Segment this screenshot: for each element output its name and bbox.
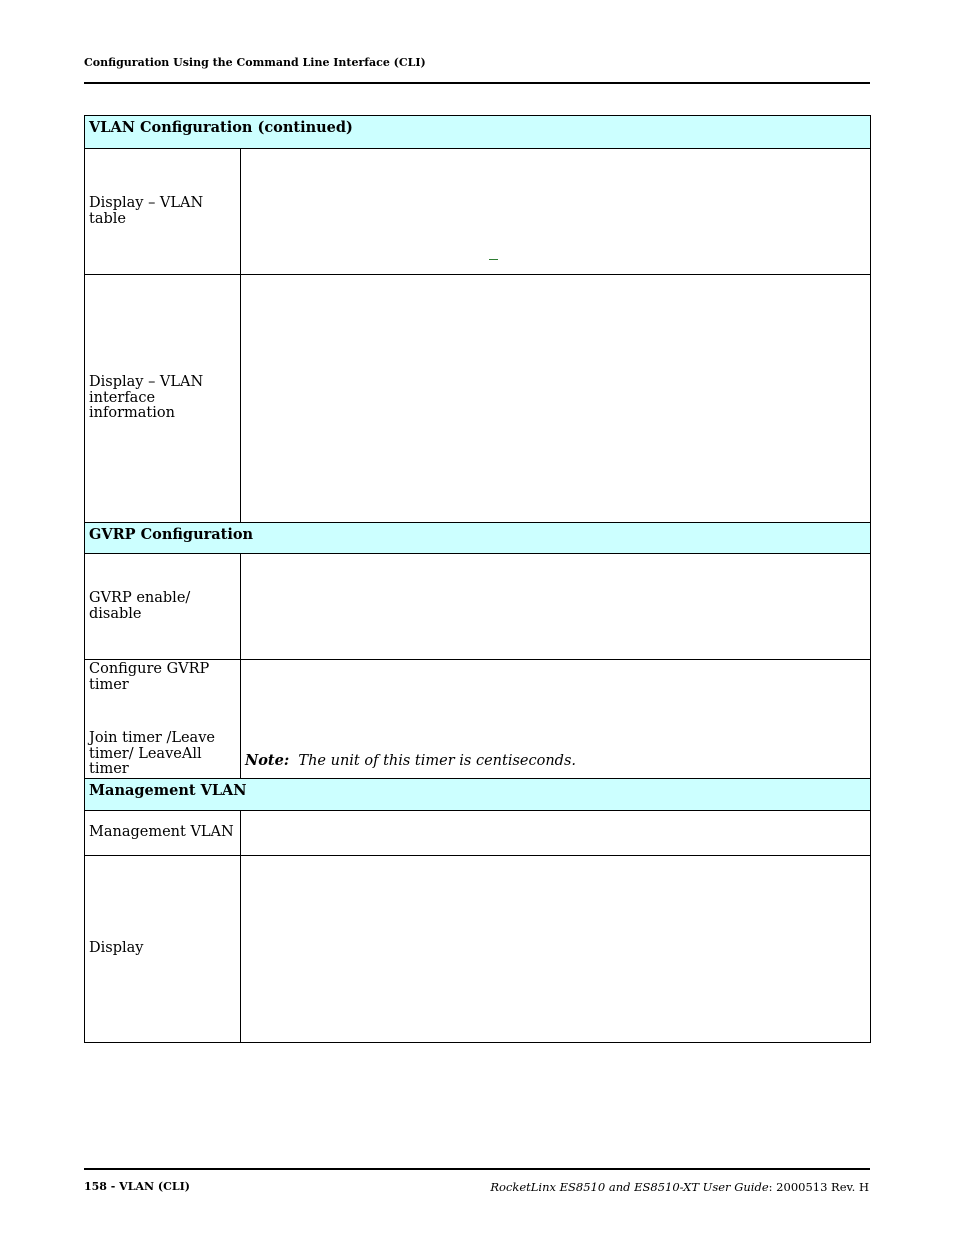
table-row	[85, 810, 871, 855]
section-vlan-configuration	[85, 116, 871, 149]
section-title: VLAN Configuration (continued)	[85, 116, 871, 149]
configure-gvrp-timer-label: Configure GVRP timer	[89, 661, 210, 693]
note-text: The unit of this timer is centiseconds.	[298, 753, 577, 769]
vlan-cli-table	[84, 115, 871, 1043]
row-label-display-vlan-interface: Display – VLAN interface information	[85, 275, 241, 523]
table-row	[85, 149, 871, 275]
note-label: Note:	[245, 752, 290, 769]
table-row	[85, 660, 871, 779]
table-row	[85, 554, 871, 660]
row-label-gvrp-enable: GVRP enable/ disable	[85, 554, 241, 660]
command-cell	[241, 554, 871, 660]
row-label-display: Display	[85, 855, 241, 1042]
row-label-management-vlan: Management VLAN	[85, 810, 241, 855]
footer-guide-name: RocketLinx ES8510 and ES8510-XT User Guide	[490, 1180, 769, 1194]
underscore-mark	[489, 259, 498, 260]
table-row	[85, 855, 871, 1042]
command-cell	[241, 855, 871, 1042]
note-cell	[241, 660, 871, 779]
footer-page-label: 158 - VLAN (CLI)	[84, 1180, 190, 1193]
command-cell	[241, 149, 871, 275]
section-title: Management VLAN	[85, 778, 871, 810]
header-rule	[84, 82, 870, 84]
footer-revision: : 2000513 Rev. H	[768, 1180, 869, 1194]
section-title: GVRP Configuration	[85, 523, 871, 554]
command-cell	[241, 275, 871, 523]
command-cell	[241, 810, 871, 855]
page-header: Configuration Using the Command Line Interface (CLI)	[84, 56, 426, 69]
footer-guide-title	[490, 1180, 869, 1194]
row-label-gvrp-timer	[85, 660, 241, 779]
table-row	[85, 275, 871, 523]
join-leave-timer-label: Join timer /Leave timer/ LeaveAll timer	[89, 730, 215, 777]
row-label-display-vlan-table: Display – VLAN table	[85, 149, 241, 275]
section-management-vlan	[85, 778, 871, 810]
footer-rule	[84, 1168, 870, 1170]
section-gvrp-configuration	[85, 523, 871, 554]
